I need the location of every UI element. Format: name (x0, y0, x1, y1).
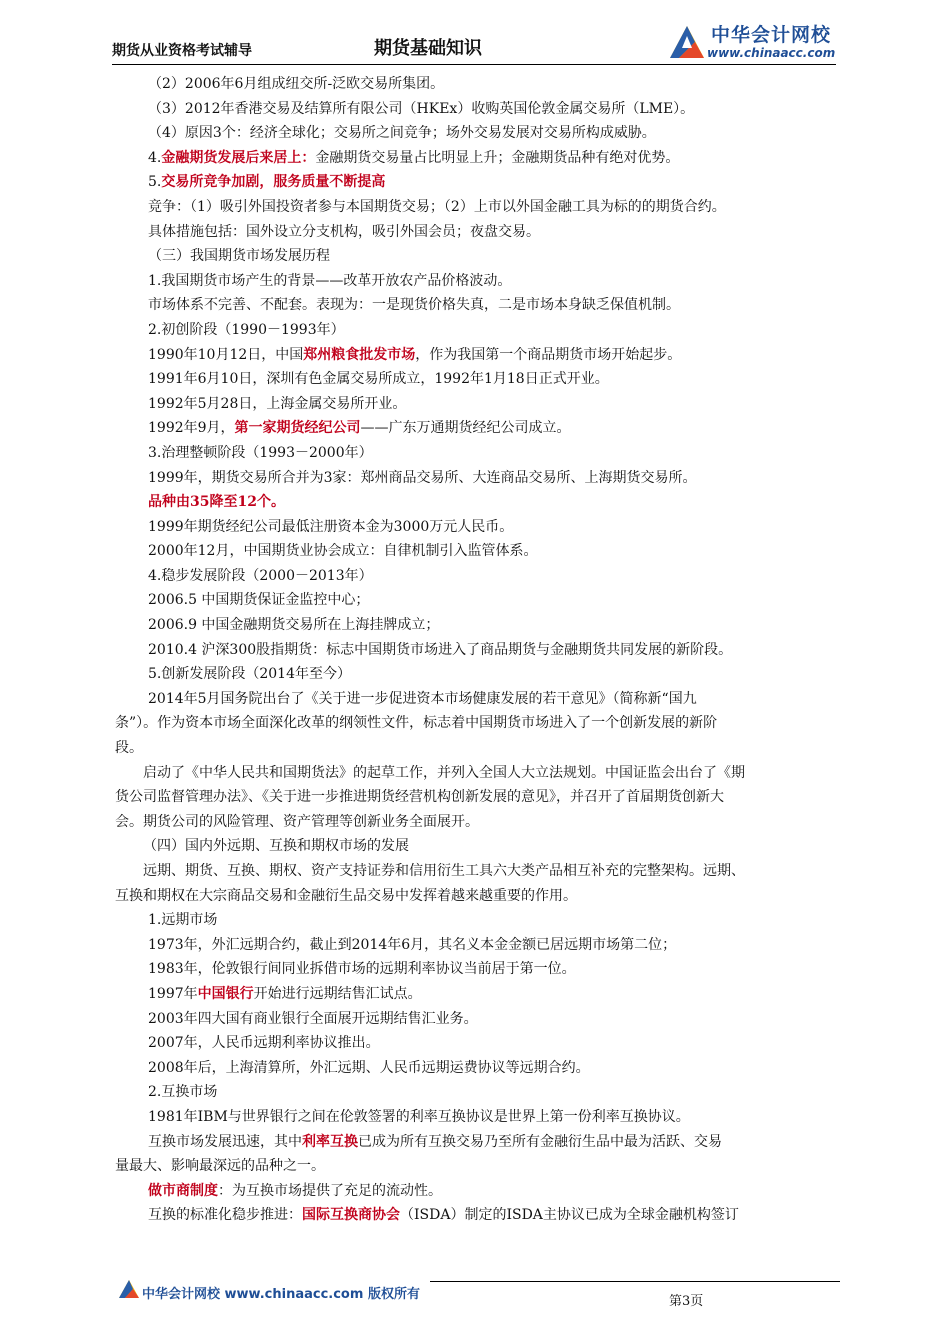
text-run: 2.初创阶段（1990－1993年） (148, 321, 345, 338)
text-run: 启动了《中华人民共和国期货法》的起草工作，并列入全国人大立法规划。中国证监会出台了《期 (143, 764, 745, 781)
text-line (115, 72, 835, 97)
text-run: 具体措施包括：国外设立分支机构，吸引外国会员；夜盘交易。 (148, 223, 540, 240)
highlighted-term: 交易所竞争加剧，服务质量不断提高 (161, 174, 386, 191)
text-run: 远期、期货、互换、期权、资产支持证券和信用衍生工具六大类产品相互补充的完整架构。远期、 (143, 863, 745, 879)
text-run: 开始进行远期结售汇试点。 (253, 985, 422, 1002)
text-line (115, 293, 835, 318)
highlighted-term: 中国银行 (197, 985, 254, 1002)
text-run: 1.远期市场 (148, 912, 218, 929)
text-run: 2014年5月国务院出台了《关于进一步促进资本市场健康发展的若干意见》（简称新“国九 (148, 690, 697, 707)
text-line (115, 466, 835, 491)
text-run: 条”）。作为资本市场全面深化改革的纲领性文件，标志着中国期货市场进入了一个创新发展的新阶 (115, 715, 718, 732)
text-run: 1973年，外汇远期合约，截止到2014年6月，其名义本金金额已居远期市场第二位； (148, 936, 677, 953)
text-run: 2006.9 中国金融期货交易所在上海挂牌成立； (148, 617, 440, 634)
text-line (115, 588, 835, 613)
text-run: 竞争：（1）吸引外国投资者参与本国期货交易；（2）上市以外国金融工具为标的的期货合约。 (148, 198, 726, 215)
text-line (115, 1179, 835, 1204)
footer-logo-icon (118, 1278, 140, 1300)
highlighted-term: 国际互换商协会 (302, 1207, 400, 1224)
page-header (112, 20, 842, 64)
text-run: 2.互换市场 (148, 1084, 218, 1101)
text-line (115, 146, 835, 171)
text-line (115, 441, 835, 466)
text-run: 互换的标准化稳步推进： (148, 1207, 302, 1224)
text-line (115, 269, 835, 294)
text-run: 会。期货公司的风险管理、资产管理等创新业务全面展开。 (115, 813, 479, 830)
text-line (115, 539, 835, 564)
text-line (115, 1007, 835, 1032)
text-run: 1999年期货经纪公司最低注册资本金为3000万元人民币。 (148, 518, 514, 535)
text-run: ——广东万通期货经纪公司成立。 (360, 420, 571, 437)
text-line (115, 957, 835, 982)
text-run: 2010.4 沪深300股指期货：标志中国期货市场进入了商品期货与金融期货共同发展的新阶段。 (148, 641, 733, 658)
text-run: 3.治理整顿阶段（1993－2000年） (148, 444, 373, 461)
text-line (115, 662, 835, 687)
text-line (115, 638, 835, 663)
text-run: （3）2012年香港交易及结算所有限公司（HKEx）收购英国伦敦金属交易所（LME）。 (148, 100, 695, 117)
text-run: 1992年9月， (148, 420, 235, 437)
text-line (115, 490, 835, 515)
text-run: 2003年四大国有商业银行全面展开远期结售汇业务。 (148, 1010, 478, 1027)
highlighted-term: 第一家期货经纪公司 (234, 420, 361, 437)
header-series-title: 期货从业资格考试辅导 (112, 43, 252, 59)
text-run: （ISDA）制定的ISDA主协议已成为全球金融机构签订 (400, 1207, 739, 1224)
text-line (115, 1056, 835, 1081)
logo-url[interactable]: www.chinaacc.com (707, 46, 836, 60)
text-line (115, 564, 835, 589)
text-line (115, 97, 835, 122)
text-run: 5.创新发展阶段（2014年至今） (148, 666, 351, 683)
logo-name: 中华会计网校 (711, 24, 832, 46)
text-run: 1999年，期货交易所合并为3家：郑州商品交易所、大连商品交易所、上海期货交易所。 (148, 469, 697, 486)
text-line (115, 220, 835, 245)
text-line (115, 515, 835, 540)
text-run: （四）国内外远期、互换和期权市场的发展 (143, 838, 409, 855)
text-run: 金融期货交易量占比明显上升；金融期货品种有绝对优势。 (315, 149, 680, 166)
page-footer (118, 1272, 838, 1312)
text-run: 2007年，人民币远期利率协议推出。 (148, 1035, 380, 1052)
text-line (115, 933, 835, 958)
highlighted-term: 利率互换 (302, 1133, 358, 1150)
text-run: 2006.5 中国期货保证金监控中心； (148, 592, 370, 609)
highlighted-term: 做市商制度 (148, 1182, 218, 1199)
page-number: 第3页 (669, 1294, 704, 1309)
text-line (115, 834, 835, 859)
text-line (115, 1105, 835, 1130)
text-run: 1997年 (148, 985, 198, 1002)
text-line (115, 121, 835, 146)
text-run: ，作为我国第一个商品期货市场开始起步。 (415, 346, 682, 363)
text-run: 互换市场发展迅速，其中 (148, 1133, 302, 1150)
text-run: 4.稳步发展阶段（2000－2013年） (148, 567, 373, 584)
text-line (115, 367, 835, 392)
footer-copyright: 中华会计网校 www.chinaacc.com 版权所有 (142, 1287, 420, 1302)
text-line (115, 884, 835, 909)
text-line (115, 810, 835, 835)
text-line (115, 859, 835, 884)
text-line (115, 785, 835, 810)
text-run: 2008年后，上海清算所，外汇远期、人民币远期运费协议等远期合约。 (148, 1059, 590, 1076)
text-run: 1990年10月12日，中国 (148, 346, 304, 363)
text-line (115, 195, 835, 220)
text-line (115, 982, 835, 1007)
text-run: 互换和期权在大宗商品交易和金融衍生品交易中发挥着越来越重要的作用。 (115, 887, 577, 904)
text-line (115, 1154, 835, 1179)
text-run: 4. (148, 149, 162, 166)
text-run: 货公司监督管理办法》、《关于进一步推进期货经营机构创新发展的意见》，并召开了首届期货创新大 (115, 789, 724, 806)
highlighted-term: 金融期货发展后来居上： (161, 149, 316, 166)
text-line (115, 170, 835, 195)
text-line (115, 1130, 835, 1155)
text-run: 1981年IBM与世界银行之间在伦敦签署的利率互换协议是世界上第一份利率互换协议。 (148, 1108, 690, 1125)
highlighted-term: 品种由35降至12个。 (148, 494, 285, 511)
text-line (115, 1031, 835, 1056)
text-run: （2）2006年6月组成纽交所-泛欧交易所集团。 (148, 76, 445, 92)
site-logo[interactable] (667, 20, 847, 64)
text-line (115, 318, 835, 343)
header-subject-title: 期货基础知识 (374, 38, 482, 59)
text-line (115, 613, 835, 638)
text-run: （4）原因3个：经济全球化；交易所之间竞争；场外交易发展对交易所构成威胁。 (148, 125, 656, 142)
footer-divider (430, 1281, 840, 1282)
text-line (115, 1080, 835, 1105)
text-run: 1983年，伦敦银行间同业拆借市场的远期利率协议当前居于第一位。 (148, 961, 576, 978)
text-run: 5. (148, 174, 162, 191)
text-line (115, 392, 835, 417)
text-run: 2000年12月，中国期货业协会成立：自律机制引入监管体系。 (148, 543, 538, 560)
text-line (115, 711, 835, 736)
text-line (115, 244, 835, 269)
text-run: 量最大、影响最深远的品种之一。 (115, 1158, 325, 1175)
text-run: ：为互换市场提供了充足的流动性。 (218, 1182, 442, 1199)
text-run: （三）我国期货市场发展历程 (148, 248, 330, 265)
logo-triangle-icon (667, 22, 707, 62)
header-divider (112, 64, 836, 65)
text-run: 1.我国期货市场产生的背景——改革开放农产品价格波动。 (148, 272, 512, 289)
text-line (115, 1203, 835, 1228)
text-line (115, 416, 835, 441)
text-line (115, 687, 835, 712)
text-line (115, 736, 835, 761)
text-run: 1992年5月28日，上海金属交易所开业。 (148, 395, 407, 412)
text-run: 已成为所有互换交易乃至所有金融衍生品中最为活跃、交易 (358, 1133, 722, 1150)
text-line (115, 343, 835, 368)
text-run: 1991年6月10日，深圳有色金属交易所成立，1992年1月18日正式开业。 (148, 371, 609, 388)
highlighted-term: 郑州粮食批发市场 (303, 346, 416, 363)
text-line (115, 761, 835, 786)
text-run: 段。 (115, 740, 143, 757)
text-run: 市场体系不完善、不配套。表现为：一是现货价格失真，二是市场本身缺乏保值机制。 (148, 297, 680, 314)
document-body (115, 72, 835, 1228)
text-line (115, 908, 835, 933)
